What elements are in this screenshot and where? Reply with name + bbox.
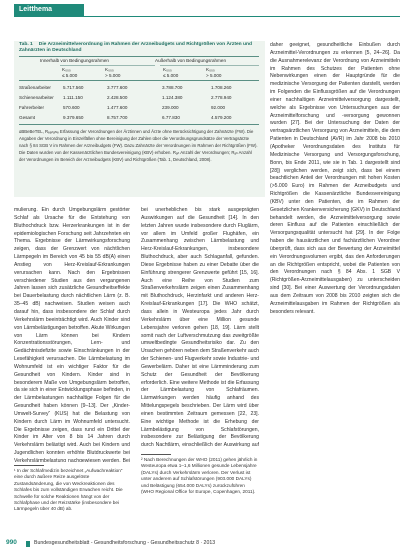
footnote-rule xyxy=(14,465,44,466)
footnote-rule xyxy=(141,454,171,455)
cell: 570.600 xyxy=(63,105,80,110)
cell: 239.000 xyxy=(162,105,179,110)
cell: 3.788.700 xyxy=(162,85,183,90)
text-column-right xyxy=(270,42,400,532)
table-group-right: Außerhalb von Bedingungsrahmen xyxy=(155,58,226,63)
cell: 1.708.260 xyxy=(211,85,232,90)
paragraph: mulierung. Ein durch Umgebungslärm gestörter Schlaf als Ursache für die Entstehung von Bluthochdruck bzw. Herzerkrankungen ist in der epidemiologischen Forschung seit Jahrzehnten ein Thema. Ergebnisse der Lärmwirkungsforschung zeigen, dass der Grenzwert von nächtlichen Lärmpegeln im Bereich von 45 bis 55 dB(A) einen Anstieg von Herz-Kreislauf-Erkrankungen verursachen kann. Nach den Ergebnissen verschiedener Studien aus den vergangenen Jahren lassen sich zusätzliche Gesundheitseffekte bei Dauerbelastung durch nächtlichen Lärm (z. B. 35–45 dB) nachweisen. Studien weisen auch darauf hin, dass insbesondere der Schlaf durch Verkehrslärm beeinträchtigt wird. Auch Kinder sind von Lärmbelästigungen betroffen. Akute Wirkungen von Lärm können bei Kindern Konzentrationsstörungen, Lern- und Gedächtnisdefizite sowie Einschränkungen in der Lesefähigkeit verursachen. Die Lärmbelastung im Wohnumfeld ist ein wichtiger Faktor für die Gesundheit von Kindern. Kinder sind in besonderem Maße von Umgebungslärm betroffen, da sie sich in einer Entwicklungsphase befinden, in der Lärmbelastungen nachhaltige Folgen für die Gesundheit haben können [9–13]. Der „Kinder-Umwelt-Survey“ (KUS) hat die Belastung von Kindern durch Lärm im Wohnumfeld untersucht. Die Ergebnisse zeigen, dass rund ein Drittel der Kinder im Alter von 8 bis 14 Jahren durch Verkehrslärm belästigt wird. Auch bei Kindern und Jugendlichen konnten erhöhte Blutdruckwerte bei Verkehrslärmbelastung nachgewiesen werden. Bei xyxy=(14,207,130,462)
cell: 2.428.500 xyxy=(107,95,128,100)
cell: 4.579.200 xyxy=(211,115,232,120)
table-rule-group-right xyxy=(160,65,259,66)
page-footer xyxy=(0,536,413,550)
table-subheader: K₀₀₀ > 5.000 xyxy=(206,67,222,78)
journal-source: Bundesgesundheitsblatt - Gesundheitsforschung - Gesundheitsschutz 8 · 2013 xyxy=(34,540,216,546)
table-note: ɑBBeBeTEL, Rₑₐₙₐₕₗₑ Erfassung der Verordnungen der Ärztinnen und Ärzte ohne Berücksichtigung der Zahnärzte (FW). Die Angaben der Verordnung in Einzelfällen ohne Bereinigung der Zahlen über die Verordnungsgrundsätze der Vertragsärzte nach § 84 SGB V im Rahmen der Arzneibudgets (FW). Dazu Zahnärzte der Verordnungen im Rahmen der Richtgrößen (FW). Die Daten wurden von der Kassenärztlichen Bundesvereinigung (KBV) erhoben. Rₐₙ Anzahl der Verordnungen; Rₐₙ Anzahl der Verordnungen im Bereich der Arzneibudgets (KBV) und Richtgrößen (Tab. 1, Deutschland, 2008). xyxy=(19,129,258,163)
table-rule-head xyxy=(19,80,259,81)
paragraph: daher geeignet, gesundheitliche Einbußen durch Arzneimittel-Verordnungen zu erkennen [5, 24–26]. Da die Ausnahmerelevanz der Verordnung von Arzneimitteln im Rahmen des Schutzes der Patienten ohne Nebenwirkungen einen der Hauptgründe für die medizinische Versorgung der Patienten darstellt, werden im Folgenden die Einflussgrößen auf die Verordnungen einer nachhaltigen Arzneimittelversorgung dargestellt, welche als Ergebnisse von Untersuchungen aus der Arzneimittelforschung und -versorgung gewonnen wurden [27]. Bei der Untersuchung der Daten der vertragsärztlichen Versorgung von Arzneimitteln, die dem Patienten in Deutschland (AVR) im Jahr 2008 bis 2010 (Apotheker Verordnungsdaten des Instituts für Medizinische Versorgung und Versorgungsforschung, Bonn, bis Ende 2011, wie sie in Tab. 1 dargestellt sind [28]) verglichen werden, zeigt sich, dass bei einem beachtlichen Anteil der Verordnungen mit hohen Kosten (>5.000 Euro) im Rahmen der Arzneibudgets und Richtgrößen die Kassenärztliche Bundesvereinigung (KBV) unter den Patienten, die im Rahmen der Gesetzlichen Krankenversicherung (GKV) in Deutschland behandelt werden, die Arzneimittelversorgung sowie deren Einfluss auf die Patienten einschließlich der Versorgungsqualität untersucht hat [29]. In der Folge haben die hausärztlichen und fachärztlichen Verordner überprüft, dass sich aus der Bewertung der Arzneimittel ein Verordnungsvolumen ergibt, das den Anforderungen an die Richtgrößen entspricht, wobei die Patienten von den Verordnungen nach § 84 Abs. 1 SGB V (Richtgrößen-Arzneimittelausgaben) zu unterscheiden sind [30]. Bei einer Auswertung der Verordnungsdaten aus dem Zeitraum von 2008 bis 2010 zeigten sich die Arzneimittelausgaben im Rahmen der Richtgrößen als besonders relevant. xyxy=(270,42,400,315)
cell: 1.477.600 xyxy=(107,105,128,110)
table-row xyxy=(19,113,259,122)
cell: 5.717.560 xyxy=(63,85,84,90)
cell: 1.111.150 xyxy=(63,95,83,100)
cell: 3.777.600 xyxy=(107,85,128,90)
row-label: Schienenarbeiter xyxy=(19,95,54,100)
footer-marker xyxy=(26,541,30,547)
cell: 9.379.650 xyxy=(63,115,84,120)
text-column-left xyxy=(14,207,130,462)
table-subheader: K₀₀₀ ≤ 5.000 xyxy=(163,67,179,78)
cell: 2.778.940 xyxy=(211,95,232,100)
cell: 92.000 xyxy=(211,105,226,110)
table-group-left: Innerhalb von Bedingungsrahmen xyxy=(40,58,109,63)
footnote-middle: ² Nach Berechnungen der WHO (2011) gehen jährlich in Westeuropa etwa 1–1,6 Millionen gesunde Lebensjahre (DALYs) durch Verkehrslärm verloren. Der Verlust ist unter anderem auf Schlafstörungen (903.000 DALYs) und Belästigung (654.000 DALYs) zurückzuführen (WHO Regional Office for Europe, Copenhagen, 2011). xyxy=(141,457,258,495)
header-rule xyxy=(14,16,400,17)
row-label: Straßenarbeiter xyxy=(19,85,51,90)
table-rule-bottom xyxy=(19,124,259,125)
table-row xyxy=(19,103,259,112)
table-caption-text: Die Arzneimittelverordnung im Rahmen der Arzneibudgets und Richtgrößen von Ärzten und Zahnärzten in Deutschland xyxy=(19,42,252,54)
table-subheader: K₀₀₀ > 5.000 xyxy=(105,67,121,78)
table-caption xyxy=(19,42,259,55)
table-number: Tab. 1 xyxy=(19,42,33,47)
table-rule-top xyxy=(19,56,259,57)
table-row xyxy=(19,83,259,92)
row-label: Gesamt xyxy=(19,115,36,120)
cell: 8.757.700 xyxy=(107,115,128,120)
table-rule-group-left xyxy=(60,65,155,66)
row-label: Fahrerbeiter xyxy=(19,105,45,110)
section-label: Leitthema xyxy=(14,4,84,16)
text-column-middle xyxy=(141,207,259,450)
table-row xyxy=(19,93,259,102)
cell: 6.77.830 xyxy=(162,115,180,120)
paragraph: bei unerheblichen bis stark ausgeprägten Auswirkungen auf die Gesundheit [14]. In den letzten Jahren wurde insbesondere durch Fluglärm, vor allem im Umfeld großer Flughäfen, ein Zusammenhang zwischen Lärmbelastung und Herz-Kreislauf-Erkrankungen, insbesondere Bluthochdruck, aber auch Schlaganfall, gefunden. Diese Ergebnisse haben zu einer Debatte über die Einführung strengerer Grenzwerte geführt [15, 16]. Auch eine Reihe von Studien zum Straßenverkehrslärm zeigen einen Zusammenhang mit Bluthochdruck, Herzinfarkt und anderen Herz-Kreislauf-Erkrankungen [17]. Die WHO schätzt, dass allein in Westeuropa jedes Jahr durch Verkehrslärm über eine Million gesunde Lebensjahre verloren gehen [18, 19]. Lärm stellt somit nach der Luftverschmutzung das zweitgrößte umweltbedingte Gesundheitsrisiko dar. Zu den Ursachen gehören neben dem Straßenverkehr auch der Schienen- und Flugverkehr sowie Industrie- und Gewerbelärm. Daher ist eine Lärmminderung zum Schutz der Gesundheit der Bevölkerung erforderlich. Eine weitere Methode ist die Erfassung der Lärmbelastung von Schlafräumen. Lärmwirkungen werden häufig anhand des Mittelungspegels beschrieben. Der Lärm wird über einen bestimmten Zeitraum gemessen [22, 23]. Eine wichtige Methode ist die Erhebung der Lärmbelästigung von Schlafstörungen, insbesondere zur Belästigung der Bevölkerung durch Nachtlärm, einschließlich der Auswirkung auf xyxy=(141,207,259,449)
cell: 1.124.380 xyxy=(162,95,183,100)
page-number: 990 xyxy=(6,539,17,546)
table-subheader: K₀₀₀ ≤ 5.000 xyxy=(62,67,78,78)
footnote-left: ¹ In der Schlafmedizin bezeichnet „Aufwachreaktion“ eine durch äußere Reize ausgelöste Zustandsänderung, die von Weckreaktionen des Schlafes bis zum vollständigen Erwachen reicht. Die Schwelle für solche Reaktionen hängt von der Schlafphase und der Reizstärke (insbesondere bei Lärmpegeln über 40 dB) ab. xyxy=(14,468,123,512)
